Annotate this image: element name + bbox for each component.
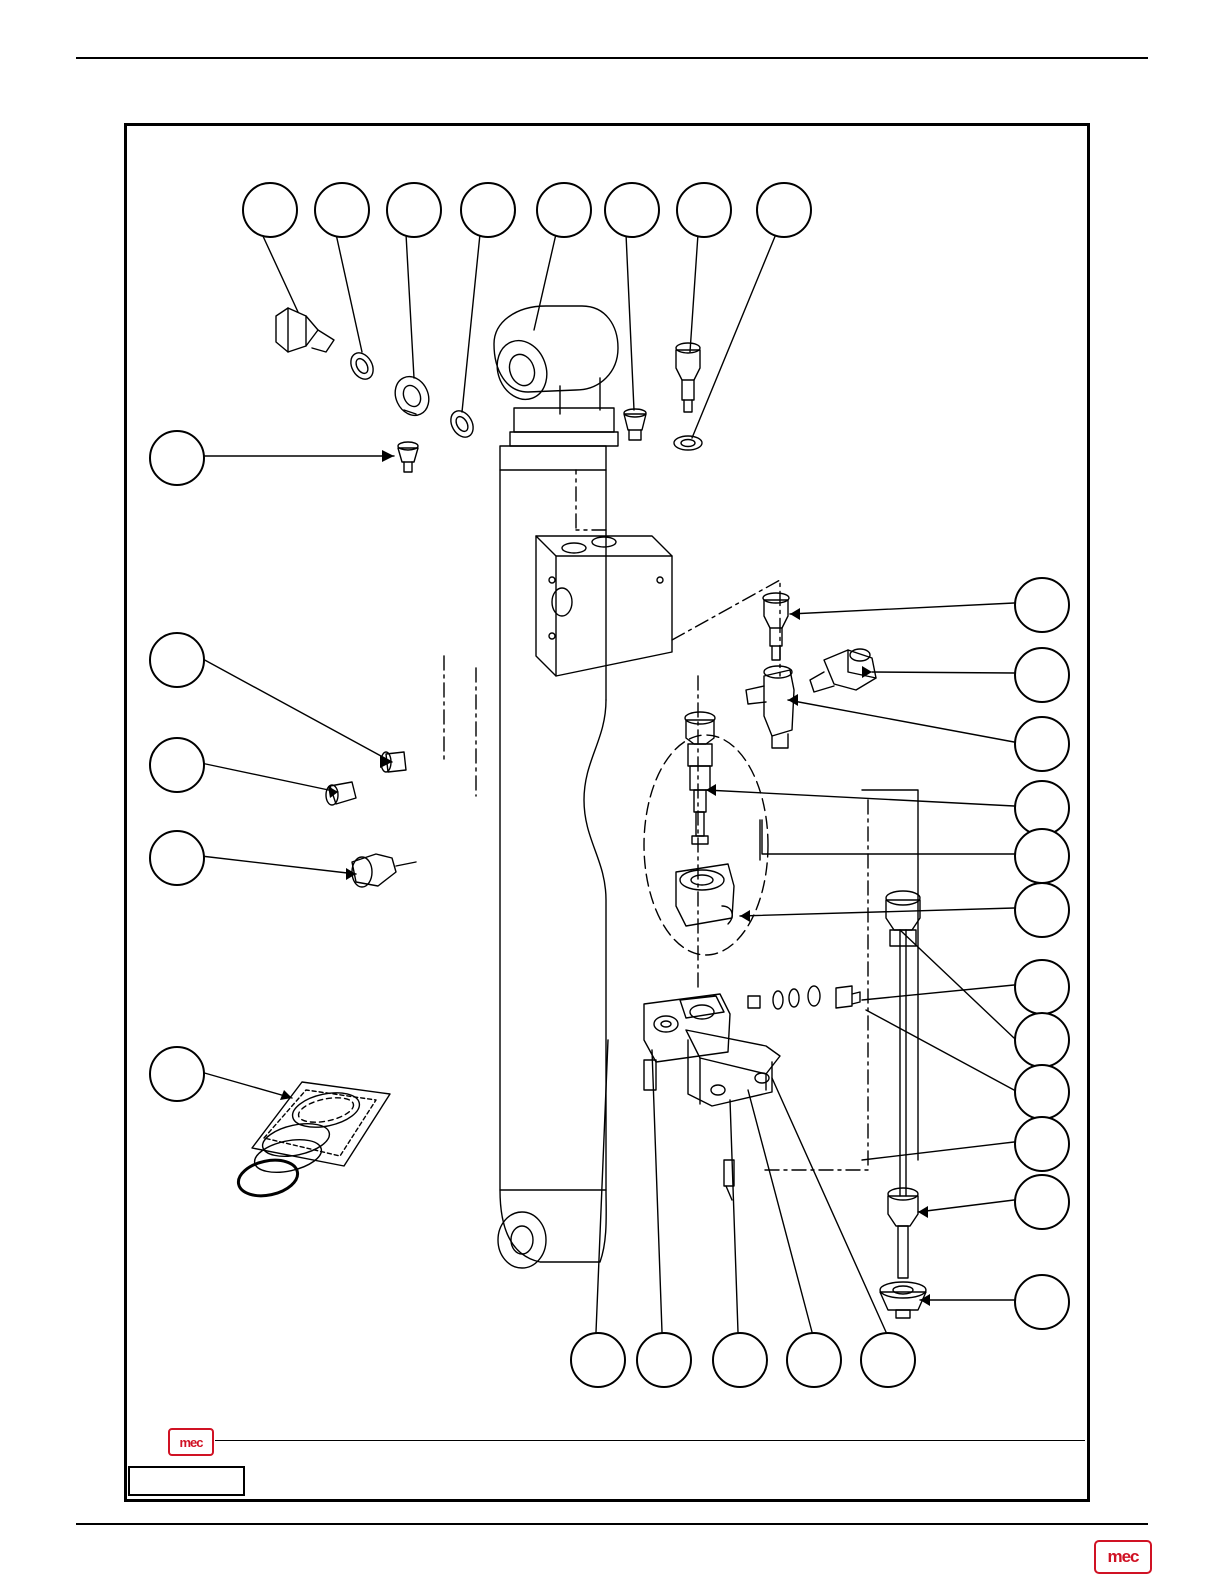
callout-bubble-c28[interactable] <box>712 1332 768 1388</box>
callout-bubble-c22[interactable] <box>1014 1064 1070 1120</box>
diagram-frame <box>124 123 1090 1502</box>
callout-bubble-c26[interactable] <box>570 1332 626 1388</box>
footer-rule <box>76 1523 1148 1525</box>
header-rule <box>76 57 1148 59</box>
callout-bubble-c13[interactable] <box>149 1046 205 1102</box>
callout-bubble-c16[interactable] <box>1014 716 1070 772</box>
mec-logo-inner-text: mec <box>179 1434 203 1450</box>
callout-bubble-c25[interactable] <box>1014 1274 1070 1330</box>
callout-bubble-c3[interactable] <box>386 182 442 238</box>
callout-bubble-c4[interactable] <box>460 182 516 238</box>
callout-bubble-c15[interactable] <box>1014 647 1070 703</box>
callout-bubble-c8[interactable] <box>756 182 812 238</box>
callout-bubble-c19[interactable] <box>1014 882 1070 938</box>
callout-bubble-c24[interactable] <box>1014 1174 1070 1230</box>
callout-bubble-c23[interactable] <box>1014 1116 1070 1172</box>
callout-bubble-c27[interactable] <box>636 1332 692 1388</box>
callout-bubble-c2[interactable] <box>314 182 370 238</box>
callout-bubble-c10[interactable] <box>149 632 205 688</box>
footer-label-box <box>128 1466 245 1496</box>
callout-bubble-c30[interactable] <box>860 1332 916 1388</box>
callout-bubble-c11[interactable] <box>149 737 205 793</box>
callout-bubble-c1[interactable] <box>242 182 298 238</box>
callout-bubble-c12[interactable] <box>149 830 205 886</box>
mec-logo-corner <box>1094 1540 1152 1574</box>
callout-bubble-c5[interactable] <box>536 182 592 238</box>
callout-bubble-c29[interactable] <box>786 1332 842 1388</box>
callout-bubble-c7[interactable] <box>676 182 732 238</box>
mec-logo-inner <box>168 1428 214 1456</box>
footer-divider <box>215 1440 1085 1441</box>
callout-bubble-c20[interactable] <box>1014 959 1070 1015</box>
callout-bubble-c18[interactable] <box>1014 828 1070 884</box>
mec-logo-corner-text: mec <box>1107 1547 1139 1566</box>
callout-bubble-c21[interactable] <box>1014 1012 1070 1068</box>
callout-bubble-c6[interactable] <box>604 182 660 238</box>
callout-bubble-c14[interactable] <box>1014 577 1070 633</box>
callout-bubble-c9[interactable] <box>149 430 205 486</box>
